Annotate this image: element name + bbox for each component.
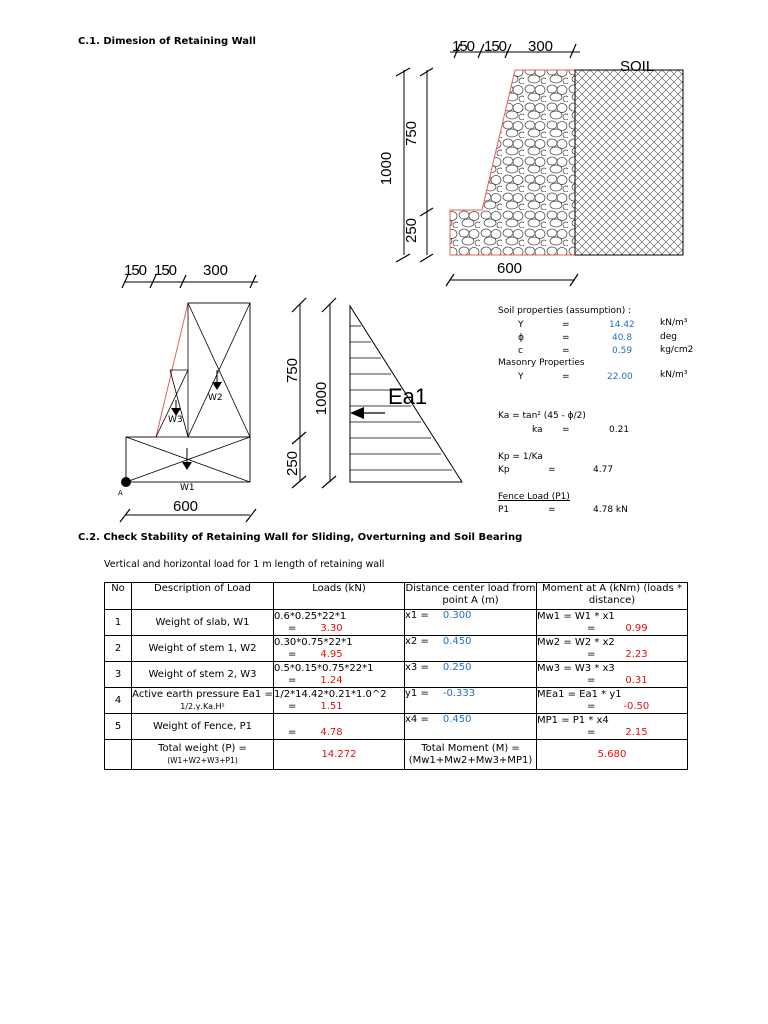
row-distance: x1 = 0.300 [405, 610, 537, 636]
total-weight-value: 14.272 [274, 740, 405, 770]
kp-formula: Kp = 1/Ka [498, 452, 543, 462]
row-distance: x4 = 0.450 [405, 714, 537, 740]
top-dim-150-a: 150 [452, 38, 475, 55]
kp-eq: = [548, 465, 556, 475]
total-weight-label: Total weight (P) = (W1+W2+W3+P1) [132, 740, 274, 770]
total-moment-value: 5.680 [537, 740, 688, 770]
soil-prop-sym: Y [518, 320, 524, 330]
masonry-eq: = [562, 372, 570, 382]
soil-prop-val: 40.8 [612, 333, 633, 343]
row-distance: x3 = 0.250 [405, 662, 537, 688]
loads-table [104, 582, 688, 770]
row-no: 5 [105, 714, 132, 740]
soil-prop-unit: deg [660, 332, 677, 342]
soil-prop-sym: c [518, 346, 523, 356]
ka-label: ka [532, 425, 543, 435]
row-moment: MP1 = P1 * x4 = 2.15 [537, 714, 688, 740]
header-moment: Moment at A (kNm) (loads * distance) [537, 583, 688, 610]
row-moment: Mw1 = W1 * x1 = 0.99 [537, 610, 688, 636]
fence-label: P1 [498, 505, 510, 515]
top-dim-1000: 1000 [378, 151, 396, 186]
kp-value: 4.77 [593, 465, 614, 475]
header-description: Description of Load [132, 583, 274, 610]
load-components-diagram [110, 270, 270, 500]
soil-prop-sym: ϕ [518, 333, 524, 343]
soil-props-title: Soil properties (assumption) : [498, 306, 632, 316]
soil-prop-val: 14.42 [609, 320, 635, 330]
earth-pressure-diagram [280, 290, 480, 490]
table-row [105, 688, 688, 714]
top-dim-150-b: 150 [484, 38, 507, 55]
row-load: 0.30*0.75*22*1 = 4.95 [274, 636, 405, 662]
ka-value: 0.21 [609, 425, 630, 435]
table-row [105, 636, 688, 662]
row-desc: Weight of stem 2, W3 [132, 662, 274, 688]
section-c2-subtitle: Vertical and horizontal load for 1 m length of retaining wall [104, 559, 385, 570]
section-c1-title: C.1. Dimesion of Retaining Wall [78, 36, 256, 47]
table-totals-row [105, 740, 688, 770]
top-dim-250: 250 [403, 217, 421, 244]
soil-prop-unit: kg/cm2 [660, 345, 694, 355]
pressure-dim-250: 250 [284, 450, 302, 477]
row-no: 1 [105, 610, 132, 636]
pressure-dim-1000: 1000 [313, 381, 331, 416]
header-distance: Distance center load from point A (m) [405, 583, 537, 610]
header-loads: Loads (kN) [274, 583, 405, 610]
point-a-marker [121, 477, 131, 487]
fence-value: 4.78 kN [593, 505, 628, 515]
row-desc: Weight of Fence, P1 [132, 714, 274, 740]
row-load: = 4.78 [274, 714, 405, 740]
soil-prop-eq: = [562, 346, 570, 356]
row-distance: y1 = -0.333 [405, 688, 537, 714]
row-load: 0.5*0.15*0.75*22*1 = 1.24 [274, 662, 405, 688]
row-no: 2 [105, 636, 132, 662]
soil-fill [575, 70, 683, 255]
top-dim-300: 300 [528, 38, 554, 55]
left-dim-600: 600 [173, 498, 199, 515]
row-moment: Mw3 = W3 * x3 = 0.31 [537, 662, 688, 688]
row-distance: x2 = 0.450 [405, 636, 537, 662]
soil-prop-eq: = [562, 320, 570, 330]
masonry-val: 22.00 [607, 372, 633, 382]
ka-formula: Ka = tan² (45 - ϕ/2) [498, 411, 586, 421]
pressure-dim-750: 750 [284, 357, 302, 384]
ka-eq: = [562, 425, 570, 435]
table-row [105, 662, 688, 688]
masonry-sym: Y [518, 372, 524, 382]
w3-label: W3 [168, 415, 183, 425]
soil-prop-unit: kN/m³ [660, 318, 688, 328]
row-load: 0.6*0.25*22*1 = 3.30 [274, 610, 405, 636]
kp-label: Kp [498, 465, 510, 475]
total-moment-label: Total Moment (M) = (Mw1+Mw2+Mw3+MP1) [405, 740, 537, 770]
table-row [105, 610, 688, 636]
w2-label: W2 [208, 393, 223, 403]
top-dim-750: 750 [403, 120, 421, 147]
fence-load-title: Fence Load (P1) [498, 492, 570, 502]
row-desc: Active earth pressure Ea1 = 1/2.γ.Ka.H² [132, 688, 274, 714]
soil-prop-val: 0.59 [612, 346, 633, 356]
row-desc: Weight of slab, W1 [132, 610, 274, 636]
masonry-unit: kN/m³ [660, 370, 688, 380]
row-load: 1/2*14.42*0.21*1.0^2 = 1.51 [274, 688, 405, 714]
left-dim-300: 300 [203, 262, 229, 279]
ea1-label: Ea1 [388, 384, 428, 409]
section-c2-title: C.2. Check Stability of Retaining Wall for Sliding, Overturning and Soil Bearing [78, 532, 523, 543]
table-row [105, 714, 688, 740]
stone-wall-shape [450, 70, 575, 255]
header-no: No [105, 583, 132, 610]
fence-eq: = [548, 505, 556, 515]
row-moment: MEa1 = Ea1 * y1 = -0.50 [537, 688, 688, 714]
point-a-label: A [118, 489, 123, 497]
left-dim-150-b: 150 [154, 262, 177, 279]
soil-label: SOIL [620, 58, 655, 75]
row-desc: Weight of stem 1, W2 [132, 636, 274, 662]
masonry-title: Masonry Properties [498, 358, 585, 368]
top-dim-600: 600 [497, 260, 523, 277]
row-no: 4 [105, 688, 132, 714]
w1-label: W1 [180, 483, 195, 493]
row-moment: Mw2 = W2 * x2 = 2.23 [537, 636, 688, 662]
row-no: 3 [105, 662, 132, 688]
left-dim-150-a: 150 [124, 262, 147, 279]
soil-prop-eq: = [562, 333, 570, 343]
